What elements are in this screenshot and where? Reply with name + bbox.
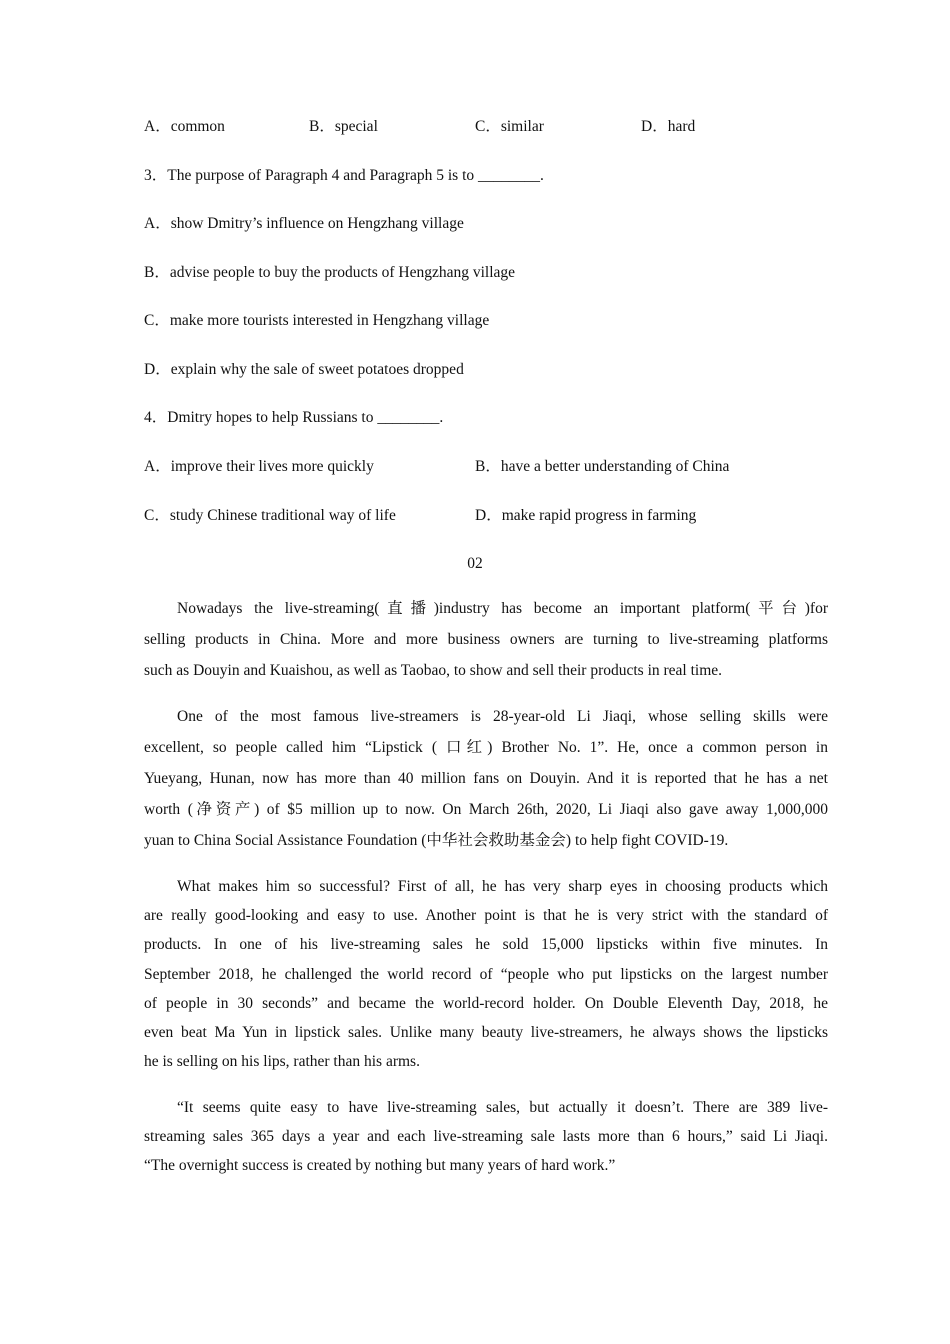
paragraph-line: What makes him so successful? First of all, he has very sharp eyes in choosing products which <box>177 878 828 895</box>
q2-option-a: A．common <box>144 118 225 135</box>
q3-option-a: A．show Dmitry’s influence on Hengzhang village <box>144 215 464 232</box>
passage-paragraph-3 <box>144 872 828 1076</box>
paragraph-line: “The overnight success is created by nothing but many years of hard work.” <box>144 1157 616 1175</box>
paragraph-line: streaming sales 365 days a year and each live-streaming sale lasts more than 6 hours,” said Li Jiaqi. <box>144 1128 828 1146</box>
q3-stem: 3．The purpose of Paragraph 4 and Paragraph 5 is to ________. <box>144 167 544 184</box>
q3-option-d: D．explain why the sale of sweet potatoes dropped <box>144 361 464 378</box>
paragraph-line: such as Douyin and Kuaishou, as well as Taobao, to show and sell their products in real time. <box>144 662 723 679</box>
q3-option-b: B．advise people to buy the products of Hengzhang village <box>144 264 516 281</box>
paragraph-line: are really good-looking and easy to use. Another point is that he is very strict with the standard of <box>144 907 828 925</box>
q4-option-d: D．make rapid progress in farming <box>475 507 697 524</box>
paragraph-line: worth (净资产) of $5 million up to now. On March 26th, 2020, Li Jiaqi also gave away 1,000,000 <box>144 801 828 818</box>
paragraph-line: products. In one of his live-streaming sales he sold 15,000 lipsticks within five minutes. In <box>144 936 828 954</box>
section-number: 02 <box>467 555 483 572</box>
passage-paragraph-2 <box>144 701 828 856</box>
paragraph-line: yuan to China Social Assistance Foundation (中华社会救助基金会) to help fight COVID-19. <box>144 832 729 849</box>
q4-option-a: A．improve their lives more quickly <box>144 458 374 475</box>
paragraph-line: of people in 30 seconds” and became the world-record holder. On Double Eleventh Day, 2018, he <box>144 994 828 1012</box>
q3-option-c: C．make more tourists interested in Hengzhang village <box>144 312 490 329</box>
paragraph-line: Yueyang, Hunan, now has more than 40 million fans on Douyin. And it is reported that he has a net <box>144 770 828 787</box>
q2-option-b: B．special <box>309 118 378 135</box>
q2-option-c: C．similar <box>475 118 544 135</box>
paragraph-line: selling products in China. More and more business owners are turning to live-streaming platforms <box>144 631 828 648</box>
paragraph-line: One of the most famous live-streamers is 28-year-old Li Jiaqi, whose selling skills were <box>177 708 828 725</box>
paragraph-line: even beat Ma Yun in lipstick sales. Unlike many beauty live-streamers, he always shows the lipsticks <box>144 1024 828 1042</box>
paragraph-line: “It seems quite easy to have live-streaming sales, but actually it doesn’t. There are 389 live- <box>177 1099 828 1116</box>
passage-paragraph-1 <box>144 593 828 686</box>
q4-stem: 4．Dmitry hopes to help Russians to ________. <box>144 409 444 426</box>
passage-paragraph-4 <box>144 1093 828 1181</box>
q2-option-d: D．hard <box>641 118 696 135</box>
paragraph-line: excellent, so people called him “Lipstick ( 口红) Brother No. 1”. He, once a common person in <box>144 739 828 756</box>
paragraph-line: Nowadays the live-streaming(直播)industry has become an important platform(平台)for <box>177 600 828 617</box>
paragraph-line: September 2018, he challenged the world record of “people who put lipsticks on the largest number <box>144 965 828 983</box>
q4-option-c: C．study Chinese traditional way of life <box>144 507 396 524</box>
q4-option-b: B．have a better understanding of China <box>475 458 730 475</box>
paragraph-line: he is selling on his lips, rather than his arms. <box>144 1053 420 1071</box>
